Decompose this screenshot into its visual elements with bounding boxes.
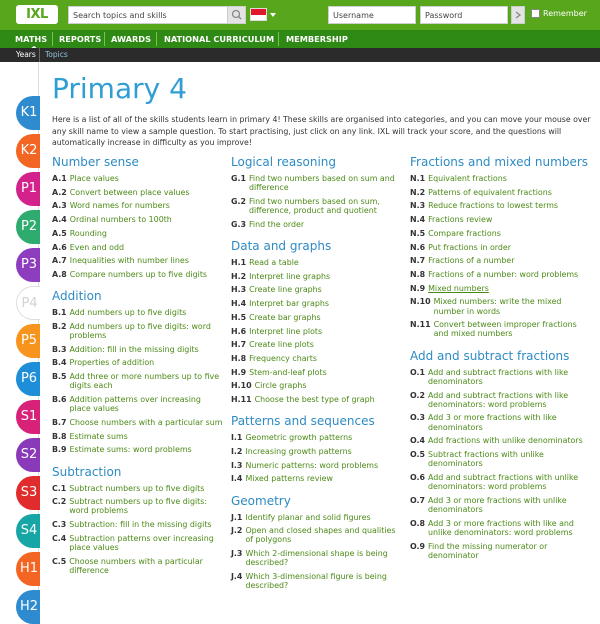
skill-code: J.3 [231, 549, 243, 559]
skill-link[interactable]: Convert between improper fractions and mixed numbers [433, 320, 577, 339]
tab-level[interactable]: H2 [16, 590, 40, 624]
skill-item[interactable] [410, 320, 590, 338]
skill-item[interactable] [410, 188, 590, 197]
nav-national-curriculum[interactable]: NATIONAL CURRICULUM [164, 34, 275, 44]
skill-code: N.1 [410, 174, 426, 183]
tab-level[interactable]: P5 [16, 324, 40, 358]
nav-maths[interactable]: MATHS [15, 34, 48, 44]
skill-code: H.5 [231, 312, 247, 322]
skill-item[interactable] [231, 313, 403, 322]
skill-link[interactable]: Frequency charts [249, 353, 317, 363]
skill-item[interactable] [231, 340, 403, 349]
nav-divider [156, 32, 157, 46]
skill-item[interactable] [410, 450, 590, 468]
skill-item[interactable] [52, 395, 224, 413]
skill-link[interactable]: Find two numbers based on sum and difference [248, 174, 395, 193]
skill-link[interactable]: Add and subtract fractions with like denominators [428, 367, 569, 386]
skill-link[interactable]: Circle graphs [254, 381, 307, 391]
skill-code: H.2 [231, 271, 247, 281]
skill-link[interactable]: Add fractions with unlike denominators [428, 436, 583, 446]
skill-link[interactable]: Subtraction: fill in the missing digits [69, 520, 212, 530]
skill-link[interactable]: Ordinal numbers to 100th [69, 215, 172, 225]
skill-item[interactable] [52, 445, 224, 454]
skill-item[interactable] [410, 201, 590, 210]
skill-item[interactable] [410, 297, 590, 315]
tab-level[interactable]: K2 [16, 134, 40, 168]
tab-level[interactable]: P3 [16, 248, 40, 282]
skill-code: A.3 [52, 201, 67, 211]
skill-link[interactable]: Add 3 or more fractions with unlike denominators [428, 495, 567, 515]
skill-link[interactable]: Interpret line plots [249, 326, 323, 336]
skill-code: A.4 [52, 215, 67, 225]
skill-link[interactable]: Find two numbers based on sum, difference, product and quotient [248, 196, 380, 216]
subnav-years[interactable]: Years [16, 50, 36, 59]
skill-code: O.4 [410, 436, 426, 446]
skill-item[interactable] [231, 447, 403, 456]
skill-link[interactable]: Which 2-dimensional shape is being described? [245, 549, 388, 568]
tab-level[interactable]: K1 [16, 96, 40, 130]
skill-list [231, 513, 403, 591]
skill-link[interactable]: Stem-and-leaf plots [249, 367, 327, 377]
skill-link[interactable]: Add 3 or more fractions with like denominators [428, 413, 557, 432]
skill-link[interactable]: Convert between place values [69, 187, 190, 197]
skill-item[interactable] [231, 513, 403, 522]
skill-code: O.7 [410, 495, 426, 505]
skill-link[interactable]: Place values [69, 174, 119, 183]
skill-item[interactable] [231, 327, 403, 336]
skill-code: B.3 [52, 344, 67, 354]
flag-icon[interactable] [250, 8, 267, 21]
skill-item[interactable] [52, 270, 224, 279]
skill-item[interactable] [231, 354, 403, 363]
skill-code: B.1 [52, 308, 67, 318]
tab-level[interactable]: S2 [16, 438, 40, 472]
skill-link[interactable]: Create line graphs [249, 285, 322, 295]
skill-link[interactable]: Compare numbers up to five digits [69, 269, 208, 279]
skill-code: B.7 [52, 417, 67, 427]
skill-link[interactable]: Create bar graphs [249, 312, 321, 322]
skill-link[interactable]: Find the order [248, 219, 305, 229]
skills-column-2 [231, 155, 403, 595]
skill-item[interactable] [231, 474, 403, 483]
skill-link[interactable]: Addition: fill in the missing digits [69, 344, 199, 354]
search-box [68, 6, 246, 24]
skill-link[interactable]: Put fractions in order [428, 242, 511, 252]
skill-code: H.8 [231, 353, 247, 363]
username-field[interactable] [328, 6, 416, 24]
skill-item[interactable] [231, 285, 403, 294]
skill-link[interactable]: Find the missing numerator or denominator [428, 541, 548, 560]
skill-item[interactable] [52, 308, 224, 317]
tab-level-active[interactable]: P4 [16, 286, 40, 320]
skill-code: O.1 [410, 367, 426, 377]
skill-item[interactable] [231, 461, 403, 470]
tab-level[interactable]: S1 [16, 400, 40, 434]
skill-code: I.1 [231, 433, 243, 443]
category-title: Fractions and mixed numbers [410, 155, 589, 169]
skill-item[interactable] [231, 220, 403, 229]
skill-code: G.3 [231, 219, 246, 229]
skill-item[interactable] [231, 368, 403, 377]
skill-link[interactable]: Choose numbers with a particular difference [69, 556, 203, 575]
tab-level[interactable]: H1 [16, 552, 40, 586]
intro-text: Here is a list of all of the skills students learn in primary 4! These skills are organised into categories, and you can move your mouse over any skill name to view a sample question. To start practising, just click on any link. IXL will track your score, and the questions will automatically increase in difficulty as you improve! [52, 115, 591, 147]
skill-code: H.9 [231, 367, 247, 377]
remember-label: Remember [543, 9, 587, 18]
skill-item[interactable] [52, 497, 224, 515]
nav-awards[interactable]: AWARDS [111, 34, 151, 44]
skill-link[interactable]: Subtract numbers up to five digits: word problems [69, 497, 208, 516]
skill-code: H.3 [231, 285, 247, 295]
skill-code: I.2 [231, 446, 243, 456]
skill-code: B.4 [52, 358, 67, 368]
skill-link[interactable]: Fractions review [428, 215, 493, 225]
tab-level[interactable]: P2 [16, 210, 40, 244]
skill-code: H.4 [231, 299, 247, 309]
level-tabs [0, 62, 40, 614]
skill-link[interactable]: Identify planar and solid figures [245, 512, 371, 522]
skill-item[interactable] [410, 542, 590, 560]
skill-code: A.6 [52, 242, 67, 252]
skill-item[interactable] [231, 258, 403, 267]
skill-code: H.6 [231, 326, 247, 336]
skill-link[interactable]: Fractions of a number [428, 256, 515, 266]
skill-code: C.1 [52, 483, 67, 493]
skills-column-3 [410, 155, 590, 565]
nav-membership[interactable]: MEMBERSHIP [286, 34, 348, 44]
nav-divider [104, 32, 105, 46]
skill-code: N.4 [410, 215, 426, 225]
skill-link[interactable]: Properties of addition [69, 358, 155, 368]
skill-item[interactable] [231, 549, 403, 567]
skill-code: B.5 [52, 372, 67, 382]
skill-code: O.5 [410, 450, 426, 460]
skill-code: N.8 [410, 269, 426, 279]
skill-link[interactable]: Add 3 or more fractions with like and unlike denominators: word problems [428, 518, 574, 537]
skill-code: N.10 [410, 297, 431, 307]
skill-code: B.8 [52, 431, 67, 441]
search-icon [228, 7, 246, 23]
skill-code: O.6 [410, 472, 426, 482]
skill-item[interactable] [410, 436, 590, 445]
skill-item[interactable] [410, 229, 590, 238]
skill-code: B.9 [52, 445, 67, 455]
search-input[interactable] [69, 7, 227, 23]
skill-code: I.4 [231, 474, 243, 484]
chevron-down-icon[interactable] [270, 13, 276, 17]
skill-link[interactable]: Reduce fractions to lowest terms [428, 201, 559, 211]
skills-column-1 [52, 155, 224, 580]
skill-item[interactable] [52, 418, 224, 427]
skill-list [231, 174, 403, 229]
skill-link[interactable]: Equivalent fractions [428, 174, 507, 183]
sign-in-button[interactable] [511, 6, 525, 24]
skill-link[interactable]: Rounding [69, 228, 107, 238]
skill-item[interactable] [410, 270, 590, 279]
skill-code: H.10 [231, 381, 252, 391]
skill-item[interactable] [231, 299, 403, 308]
skill-code: O.3 [410, 413, 426, 423]
skill-link[interactable]: Inequalities with number lines [69, 256, 189, 266]
skill-code: B.6 [52, 395, 67, 405]
skill-code: N.2 [410, 187, 426, 197]
skill-item[interactable] [231, 272, 403, 281]
subnav-topics[interactable]: Topics [45, 50, 68, 59]
skill-code: A.2 [52, 187, 67, 197]
skill-link[interactable]: Increasing growth patterns [245, 446, 352, 456]
skill-link[interactable]: Subtract numbers up to five digits [69, 483, 205, 493]
skill-link[interactable]: Fractions of a number: word problems [428, 269, 579, 279]
skill-link[interactable]: Add three or more numbers up to five digits each [69, 372, 220, 391]
skill-list [52, 308, 224, 454]
tab-level[interactable]: S3 [16, 476, 40, 510]
skill-list [52, 174, 224, 279]
category-title: Add and subtract fractions [410, 348, 570, 363]
skill-link[interactable]: Read a table [249, 258, 299, 268]
skill-link[interactable]: Subtraction patterns over increasing place values [69, 533, 214, 553]
category-title: Patterns and sequences [231, 414, 375, 429]
nav-reports[interactable]: REPORTS [59, 34, 102, 44]
skill-item[interactable] [410, 243, 590, 252]
skill-item[interactable] [52, 432, 224, 441]
skill-item[interactable] [231, 526, 403, 544]
tab-level[interactable]: P1 [16, 172, 40, 206]
subnav-divider [39, 48, 40, 62]
skill-link[interactable]: Even and odd [69, 242, 124, 252]
skill-link[interactable]: Add and subtract fractions with like denominators: word problems [428, 390, 569, 409]
skill-code: A.7 [52, 256, 67, 266]
skill-item[interactable] [52, 256, 224, 265]
category-title: Number sense [52, 155, 139, 169]
skill-item[interactable] [410, 473, 590, 491]
skill-link[interactable]: Mixed numbers: write the mixed number in words [433, 297, 562, 316]
skill-code: C.4 [52, 533, 67, 543]
skill-item[interactable] [410, 368, 590, 386]
skill-item[interactable] [52, 229, 224, 238]
skill-item[interactable] [52, 372, 224, 390]
skill-link[interactable]: Add and subtract fractions with unlike denominators: word problems [428, 472, 579, 492]
remember-checkbox[interactable] [531, 9, 540, 18]
nav-divider [278, 32, 279, 46]
skill-item[interactable] [410, 215, 590, 224]
skill-item[interactable] [52, 358, 224, 367]
tab-level[interactable]: P6 [16, 362, 40, 396]
nav-divider [52, 32, 53, 46]
skill-item[interactable] [52, 557, 224, 575]
skill-code: A.1 [52, 174, 67, 183]
skill-item[interactable] [52, 534, 224, 552]
skill-code: G.1 [231, 174, 246, 183]
skill-item[interactable] [52, 520, 224, 529]
skill-link[interactable]: Mixed patterns review [245, 474, 333, 484]
skill-code: N.6 [410, 242, 426, 252]
skill-item[interactable] [410, 496, 590, 514]
skill-code: J.1 [231, 512, 243, 522]
remember-option[interactable] [531, 9, 587, 18]
skill-code: N.11 [410, 320, 431, 330]
skill-link[interactable]: Patterns of equivalent fractions [428, 187, 552, 197]
skill-item[interactable] [231, 433, 403, 442]
skill-item[interactable] [231, 381, 403, 390]
skill-code: C.2 [52, 497, 67, 507]
skill-item[interactable] [52, 174, 224, 183]
category-title: Addition [52, 289, 102, 304]
skill-link[interactable]: Which 3-dimensional figure is being described? [245, 572, 387, 591]
skill-link[interactable]: Interpret bar graphs [249, 299, 329, 309]
skill-link[interactable]: Compare fractions [428, 228, 501, 238]
skill-link[interactable]: Mixed numbers [428, 283, 489, 293]
search-button[interactable] [227, 7, 245, 23]
page-title: Primary 4 [52, 72, 187, 105]
skill-code: N.9 [410, 283, 426, 293]
skill-item[interactable] [231, 174, 403, 192]
skill-link[interactable]: Choose the best type of graph [254, 395, 375, 405]
skill-item[interactable] [410, 174, 590, 183]
skill-link[interactable]: Estimate sums: word problems [69, 445, 192, 455]
skill-code: A.8 [52, 269, 67, 279]
skill-item[interactable] [410, 519, 590, 537]
skill-code: H.1 [231, 258, 247, 268]
skill-link[interactable]: Create line plots [249, 340, 314, 350]
skill-item[interactable] [231, 197, 403, 215]
skill-code: J.2 [231, 526, 243, 536]
skill-item[interactable] [52, 201, 224, 210]
skill-link[interactable]: Numeric patterns: word problems [245, 460, 379, 470]
skill-item[interactable] [52, 215, 224, 224]
skill-link[interactable]: Choose numbers with a particular sum [69, 417, 223, 427]
skill-code: O.9 [410, 541, 426, 551]
category-title: Geometry [231, 493, 291, 508]
skill-list [52, 484, 224, 576]
skill-link[interactable]: Addition patterns over increasing place values [69, 395, 201, 414]
skill-item[interactable] [231, 572, 403, 590]
skill-code: H.7 [231, 340, 247, 350]
skill-code: B.2 [52, 321, 67, 331]
skill-item[interactable] [52, 243, 224, 252]
skill-item[interactable] [52, 322, 224, 340]
skill-code: O.2 [410, 390, 426, 400]
arrow-right-icon [512, 7, 524, 23]
skill-link[interactable]: Geometric growth patterns [245, 433, 353, 443]
skill-code: O.8 [410, 518, 426, 528]
category-title: Subtraction [52, 464, 122, 479]
skill-code: H.11 [231, 395, 252, 405]
skill-code: N.3 [410, 201, 426, 211]
category-title: Data and graphs [231, 239, 332, 254]
skill-code: N.7 [410, 256, 426, 266]
skill-item[interactable] [410, 284, 590, 293]
skill-link[interactable]: Add numbers up to five digits [69, 308, 187, 318]
skill-item[interactable] [52, 188, 224, 197]
skill-list [231, 433, 403, 483]
category-title: Logical reasoning [231, 155, 337, 169]
top-bar [0, 0, 600, 30]
skill-list [410, 174, 590, 339]
ixl-logo[interactable]: IXL [16, 5, 58, 24]
skill-link[interactable]: Open and closed shapes and qualities of polygons [245, 526, 396, 545]
skill-link[interactable]: Estimate sums [69, 431, 128, 441]
password-field[interactable] [420, 6, 508, 24]
tab-level[interactable]: S4 [16, 514, 40, 548]
skill-code: C.3 [52, 520, 67, 530]
skill-link[interactable]: Add numbers up to five digits: word problems [69, 321, 211, 341]
skill-list [410, 368, 590, 560]
skill-item[interactable] [410, 391, 590, 409]
skill-item[interactable] [410, 413, 590, 431]
sub-nav [0, 48, 600, 62]
skill-list [231, 258, 403, 404]
skill-code: N.5 [410, 228, 426, 238]
skill-link[interactable]: Interpret line graphs [249, 271, 331, 281]
skill-item[interactable] [410, 256, 590, 265]
skill-code: A.5 [52, 228, 67, 238]
skill-code: J.4 [231, 572, 243, 582]
main-nav [0, 30, 600, 48]
skill-link[interactable]: Subtract fractions with unlike denominators [428, 450, 544, 469]
skill-item[interactable] [52, 484, 224, 493]
skill-item[interactable] [52, 345, 224, 354]
skill-item[interactable] [231, 395, 403, 404]
skill-link[interactable]: Word names for numbers [69, 201, 170, 211]
skill-code: I.3 [231, 460, 243, 470]
skill-code: G.2 [231, 196, 246, 206]
skill-code: C.5 [52, 556, 67, 566]
